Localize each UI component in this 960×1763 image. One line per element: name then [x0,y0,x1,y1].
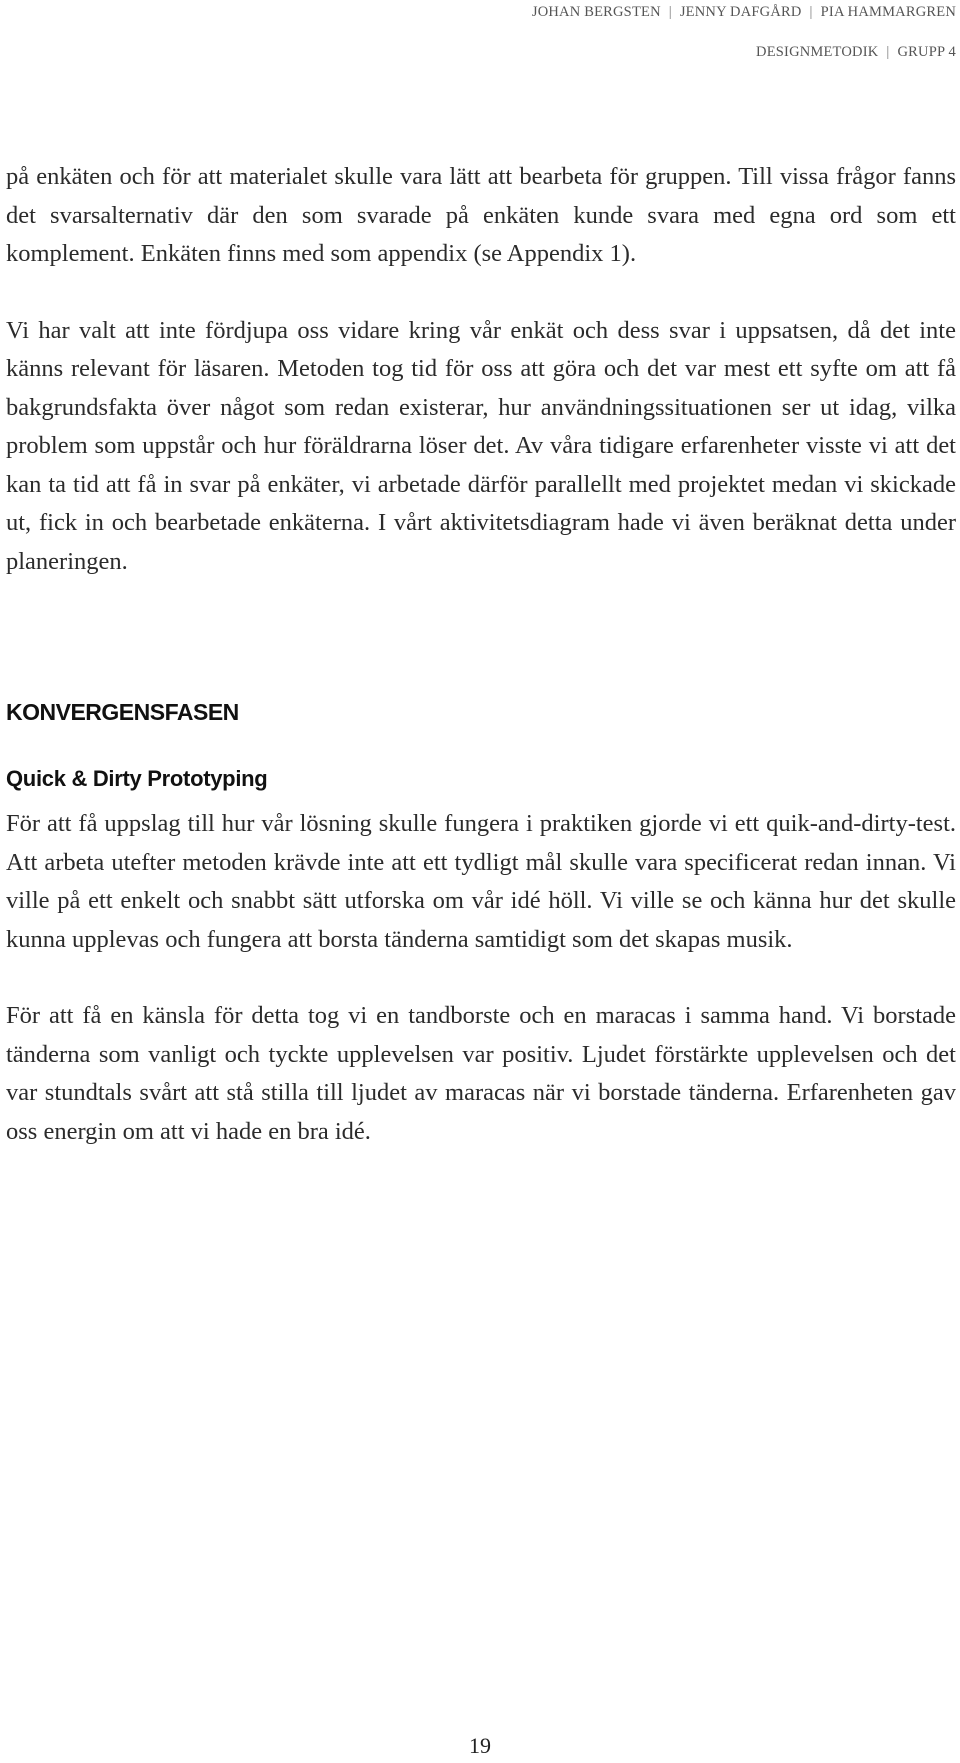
page-number: 19 [469,1733,491,1758]
paragraph-1: på enkäten och för att materialet skulle vara lätt att bearbeta för gruppen. Till vissa frågor fanns det svarsalternativ där den som svarade på enkäten kunde svara med egna ord som ett komplement. Enkäten finns med som appendix (se Appendix 1). [6,163,956,267]
header-group: GRUPP 4 [897,44,956,60]
header-separator: | [668,4,672,20]
header-course [756,44,956,61]
section-heading: KONVERGENSFASEN [6,699,239,725]
header-author-1: JOHAN BERGSTEN [531,4,661,20]
page-content [6,158,956,1151]
paragraph-3: För att få uppslag till hur vår lösning skulle fungera i praktiken gjorde vi ett quik-and-dirty-test. Att arbeta utefter metoden krävde inte att ett tydligt mål skulle vara specificerat redan innan. Vi ville på ett enkelt och snabbt sätt utforska om vår idé höll. Vi ville se och känna hur det skulle kunna upplevas och fungera att borsta tänderna samtidigt som det skapas musik. [6,810,956,953]
paragraph-4: För att få en känsla för detta tog vi en tandborste och en maracas i samma hand. Vi borstade tänderna som vanligt och tyckte upplevelsen var positiv. Ljudet förstärkte upplevelsen och det var stundtals svårt att stå stilla till ljudet av maracas när vi borstade tänderna. Erfarenheten gav oss energin om att vi hade en bra idé. [6,1002,956,1145]
paragraph-2: Vi har valt att inte fördjupa oss vidare kring vår enkät och dess svar i uppsatsen, då det inte känns relevant för läsaren. Metoden tog tid för oss att göra och det var mest ett syfte om att få bakgrundsfakta över något som redan existerar, hur användningssituationen ser ut idag, vilka problem som uppstår och hur föräldrarna löser det. Av våra tidigare erfarenheter visste vi att det kan ta tid att få in svar på enkäter, vi arbetade därför parallellt med projektet medan vi skickade ut, fick in och bearbetade enkäterna. I vårt aktivitetsdiagram hade vi även beräknat detta under planeringen. [6,316,956,575]
header-separator: | [886,44,890,60]
header-course-name: DESIGNMETODIK [756,44,879,60]
header-authors [532,4,956,21]
header-separator: | [809,4,813,20]
subsection-heading: Quick & Dirty Prototyping [6,766,268,791]
header-author-3: PIA HAMMARGREN [820,4,956,20]
header-author-2: JENNY DAFGÅRD [679,4,802,20]
